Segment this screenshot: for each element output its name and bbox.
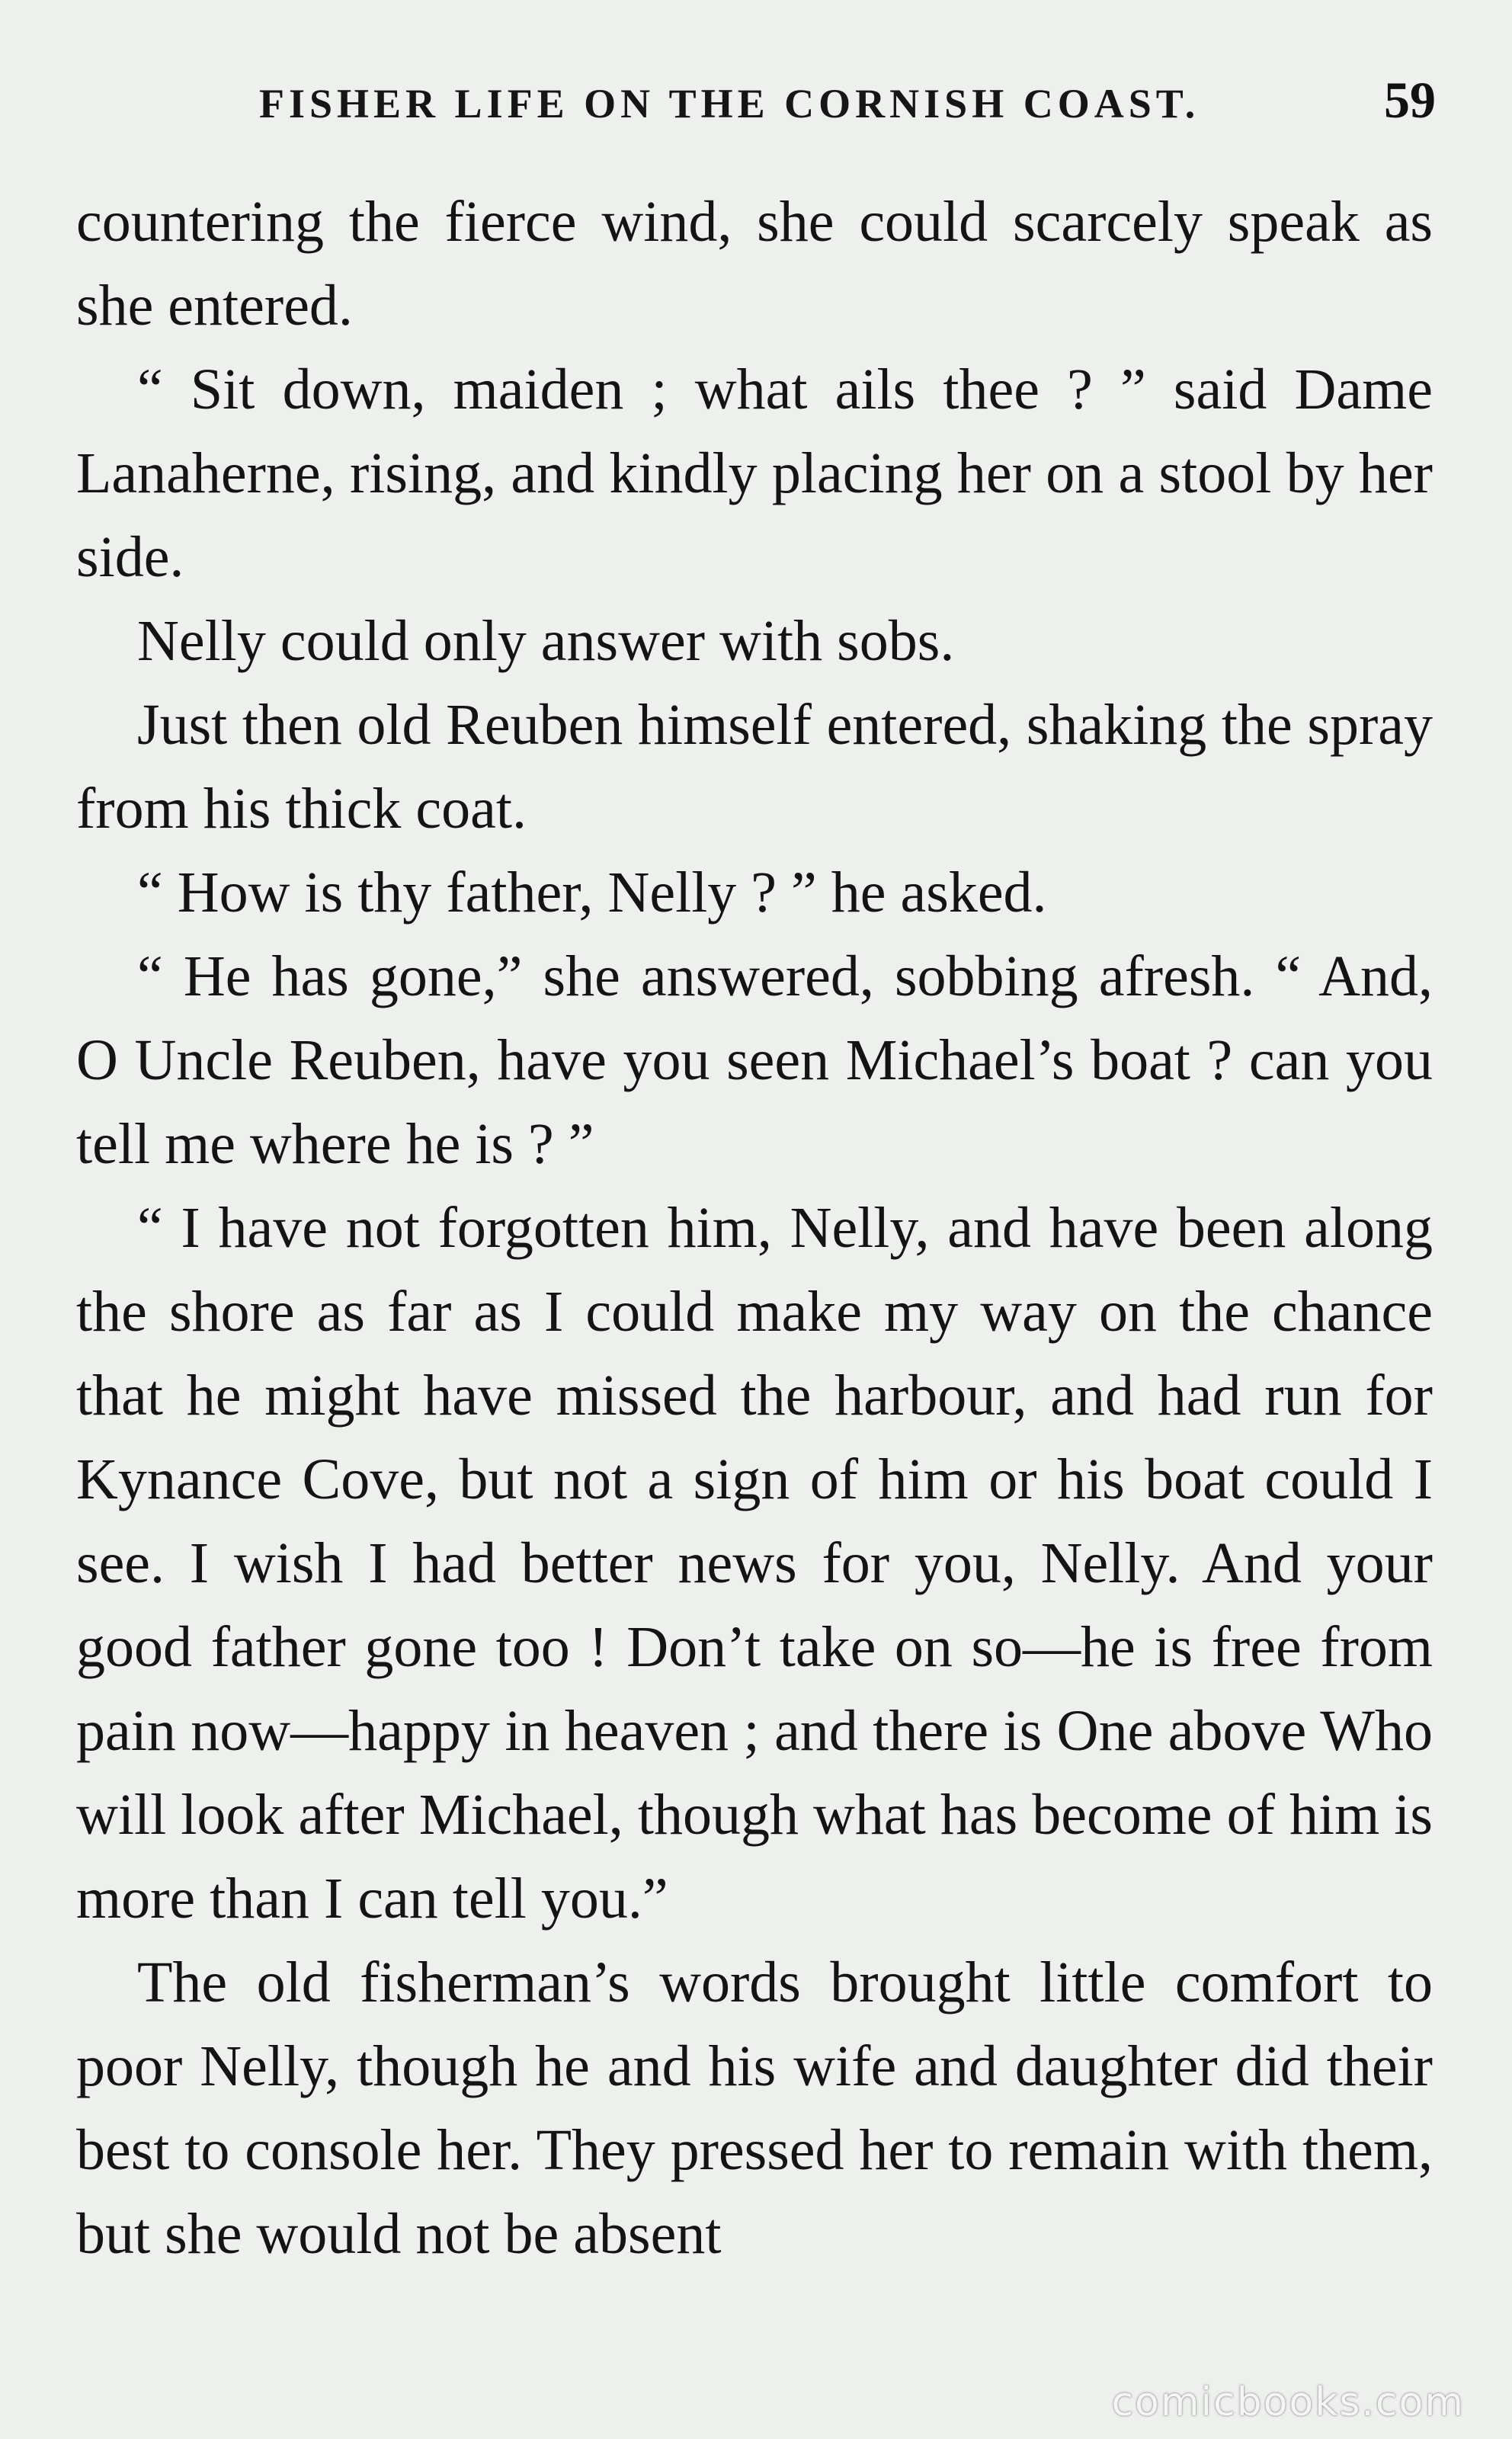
paragraph: “ I have not forgotten him, Nelly, and have been along the shore as far as I could make my way on the chance that he might have missed the harbour, and had run for Kynance Cove, but not a sign of him or his boat could I see. I wish I had better news for you, Nelly. And your good father gone too ! Don’t take on so—he is free from pain now—happy in heaven ; and there is One above Who will look after Michael, though what has become of him is more than I can tell you.” [76, 1196, 1433, 1931]
watermark: comicbooks.com [1111, 2380, 1465, 2425]
body-text [76, 180, 1433, 2276]
running-title: FISHER LIFE ON THE CORNISH COAST. [259, 81, 1200, 127]
paragraph: Nelly could only answer with sobs. [137, 609, 955, 673]
paragraph: countering the fierce wind, she could scarcely speak as she entered. [76, 190, 1433, 338]
paragraph: “ He has gone,” she answered, sobbing afresh. “ And, O Uncle Reuben, have you seen Michael’s boat ? can you tell me where he is ? ” [76, 944, 1433, 1176]
paragraph: “ Sit down, maiden ; what ails thee ? ” said Dame Lanaherne, rising, and kindly placing her on a stool by her side. [76, 357, 1433, 589]
page-number: 59 [1384, 71, 1436, 129]
page-header [259, 70, 1436, 139]
paragraph: Just then old Reuben himself entered, shaking the spray from his thick coat. [76, 693, 1433, 841]
paragraph: “ How is thy father, Nelly ? ” he asked. [137, 861, 1047, 925]
paragraph: The old fisherman’s words brought little comfort to poor Nelly, though he and his wife and daughter did their best to console her. They pressed her to remain with them, but she would not be absent [76, 1950, 1433, 2266]
